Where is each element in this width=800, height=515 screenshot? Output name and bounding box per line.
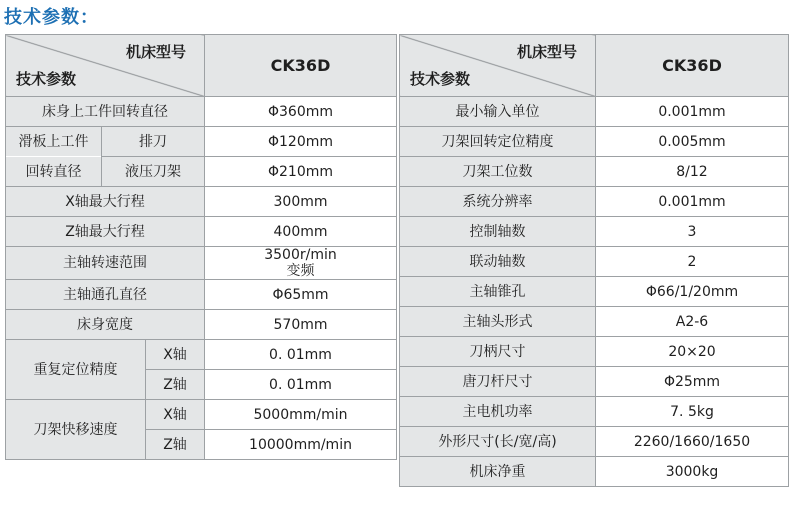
row-value: 300mm (205, 187, 397, 217)
row-value: 5000mm/min (205, 400, 397, 430)
row-value: 0.001mm (596, 187, 789, 217)
table-row (400, 97, 789, 127)
group-label: 刀架快移速度 (6, 400, 146, 460)
table-row (400, 187, 789, 217)
model-name: CK36D (596, 35, 789, 97)
row-label: Z轴最大行程 (6, 217, 205, 247)
row-label: 外形尺寸(长/宽/高) (400, 427, 596, 457)
section-heading: 技术参数： (4, 7, 99, 28)
row-label: 主轴头形式 (400, 307, 596, 337)
table-row (6, 217, 397, 247)
row-value: Φ120mm (205, 127, 397, 157)
table-row (400, 277, 789, 307)
table-header-row (400, 35, 789, 97)
row-value: 0. 01mm (205, 370, 397, 400)
row-label: 最小输入单位 (400, 97, 596, 127)
row-value: 3000kg (596, 457, 789, 487)
header-model-label: 机床型号 (125, 43, 186, 61)
table-row (400, 457, 789, 487)
row-value: Φ25mm (596, 367, 789, 397)
table-header-row (6, 35, 397, 97)
row-value: 8/12 (596, 157, 789, 187)
row-value: 0.001mm (596, 97, 789, 127)
group-label-bottom: 回转直径 (6, 157, 102, 187)
spec-table-left (5, 34, 397, 460)
axis-label: Z轴 (146, 430, 205, 460)
row-value: 0.005mm (596, 127, 789, 157)
row-value: 20×20 (596, 337, 789, 367)
table-row (400, 157, 789, 187)
row-label: 主电机功率 (400, 397, 596, 427)
row-label: 唐刀杆尺寸 (400, 367, 596, 397)
row-value: Φ66/1/20mm (596, 277, 789, 307)
model-name: CK36D (205, 35, 397, 97)
spindle-speed-mode: 变频 (286, 263, 315, 279)
row-value: 7. 5kg (596, 397, 789, 427)
table-row (400, 337, 789, 367)
spindle-speed-value: 3500r/min (264, 247, 337, 263)
row-value: Φ210mm (205, 157, 397, 187)
row-value: Φ65mm (205, 280, 397, 310)
row-value: 0. 01mm (205, 340, 397, 370)
header-param-label: 技术参数 (410, 70, 471, 88)
sub-label: 液压刀架 (102, 157, 205, 187)
table-row (6, 400, 397, 430)
row-value (205, 247, 397, 280)
header-diagonal-cell (6, 35, 205, 97)
header-diagonal-cell (400, 35, 596, 97)
row-label: 机床净重 (400, 457, 596, 487)
row-value: 570mm (205, 310, 397, 340)
row-label: 刀架工位数 (400, 157, 596, 187)
row-label: 控制轴数 (400, 217, 596, 247)
axis-label: X轴 (146, 340, 205, 370)
row-label: X轴最大行程 (6, 187, 205, 217)
table-row (400, 217, 789, 247)
row-label: 刀柄尺寸 (400, 337, 596, 367)
table-row (400, 247, 789, 277)
row-label: 床身宽度 (6, 310, 205, 340)
row-value: 10000mm/min (205, 430, 397, 460)
row-value: 3 (596, 217, 789, 247)
row-label: 联动轴数 (400, 247, 596, 277)
header-param-label: 技术参数 (16, 70, 77, 88)
row-value: 2260/1660/1650 (596, 427, 789, 457)
row-label: 主轴锥孔 (400, 277, 596, 307)
table-row (6, 340, 397, 370)
table-row (400, 397, 789, 427)
row-label: 刀架回转定位精度 (400, 127, 596, 157)
table-row (6, 97, 397, 127)
row-label: 主轴转速范围 (6, 247, 205, 280)
group-label: 重复定位精度 (6, 340, 146, 400)
table-row (6, 187, 397, 217)
table-row (400, 127, 789, 157)
row-value: Φ360mm (205, 97, 397, 127)
row-value: 400mm (205, 217, 397, 247)
table-row (400, 307, 789, 337)
row-value: A2-6 (596, 307, 789, 337)
axis-label: Z轴 (146, 370, 205, 400)
group-label-top: 滑板上工件 (6, 127, 102, 157)
row-label: 床身上工件回转直径 (6, 97, 205, 127)
row-label: 系统分辨率 (400, 187, 596, 217)
header-model-label: 机床型号 (516, 43, 577, 61)
axis-label: X轴 (146, 400, 205, 430)
table-row (6, 280, 397, 310)
row-value: 2 (596, 247, 789, 277)
table-row (400, 367, 789, 397)
table-row (6, 310, 397, 340)
row-label: 主轴通孔直径 (6, 280, 205, 310)
spec-table-right (399, 34, 789, 487)
table-row (6, 127, 397, 157)
sub-label: 排刀 (102, 127, 205, 157)
table-row (6, 157, 397, 187)
table-row (400, 427, 789, 457)
